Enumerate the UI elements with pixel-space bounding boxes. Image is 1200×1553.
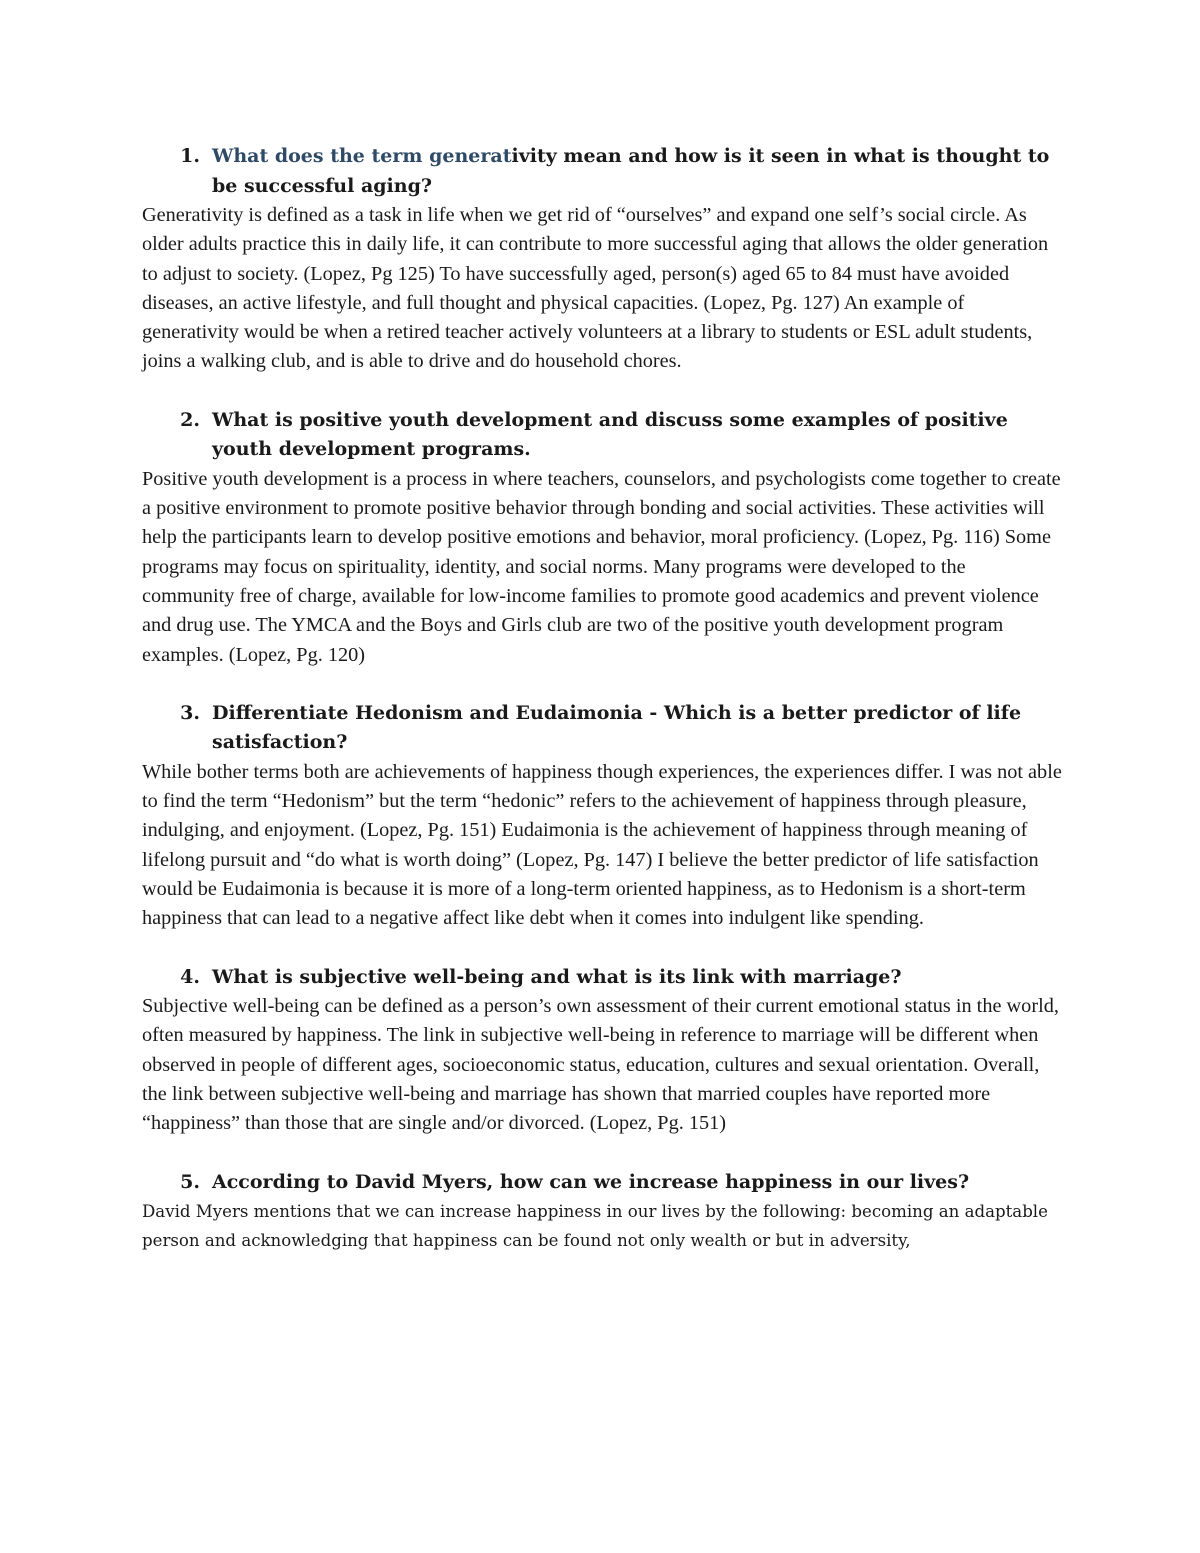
question-3-number: 3. (180, 701, 200, 724)
answer-3: While bother terms both are achievements of happiness though experiences, the experiences differ. I was not able to find the term “Hedonism” but the term “hedonic” refers to the achievement of happiness through pleasure, indulging, and enjoyment. (Lopez, Pg. 151) Eudaimonia is the achievement of happiness through meaning of lifelong pursuit and “do what is worth doing” (Lopez, Pg. 147) I believe the better predictor of life satisfaction would be Eudaimonia is because it is more of a long-term oriented happiness, as to Hedonism is a short-term happiness that can lead to a negative affect like debt when it comes into indulgent like spending. (142, 760, 1062, 930)
question-5-number: 5. (180, 1170, 200, 1193)
question-2-title: What is positive youth development and discuss some examples of positive youth development programs. (212, 408, 1008, 461)
question-4-title: What is subjective well-being and what is its link with marriage? (212, 965, 902, 988)
question-5-title: According to David Myers, how can we increase happiness in our lives? (212, 1170, 970, 1193)
question-4-number: 4. (180, 965, 200, 988)
document-page (142, 142, 1062, 1255)
question-2-number: 2. (180, 408, 200, 431)
answer-5: David Myers mentions that we can increase happiness in our lives by the following: becoming an adaptable person and acknowledging that happiness can be found not only wealth or but in adversity, (142, 1202, 1048, 1251)
answer-1: Generativity is defined as a task in life when we get rid of “ourselves” and expand one self’s social circle. As older adults practice this in daily life, it can contribute to more successful aging that allows the older generation to adjust to society. (Lopez, Pg 125) To have successfully aged, person(s) aged 65 to 84 must have avoided diseases, an active lifestyle, and full thought and physical capacities. (Lopez, Pg. 127) An example of generativity would be when a retired teacher actively volunteers at a library to students or ESL adult students, joins a walking club, and is able to drive and do household chores. (142, 204, 1049, 373)
question-3-title: Differentiate Hedonism and Eudaimonia - Which is a better predictor of life satisfaction? (212, 701, 1022, 754)
question-3-heading (142, 699, 1062, 758)
question-2-heading (142, 406, 1062, 465)
question-1-heading (142, 142, 1062, 201)
answer-2: Positive youth development is a process in where teachers, counselors, and psychologists come together to create a positive environment to promote positive behavior through bonding and social activities. These activities will help the participants learn to develop positive emotions and behavior, moral proficiency. (Lopez, Pg. 116) Some programs may focus on spirituality, identity, and social norms. Many programs were developed to the community free of charge, available for low-income families to promote good academics and prevent violence and drug use. The YMCA and the Boys and Girls club are two of the positive youth development program examples. (Lopez, Pg. 120) (142, 467, 1061, 666)
question-1-number: 1. (180, 145, 200, 167)
question-1-title-rest: ivity mean and how is it seen in what is thought to be successful aging? (212, 145, 1050, 197)
question-1-title-accent: What does the term generat (212, 145, 512, 167)
question-4-heading (142, 963, 1062, 993)
question-5-heading (142, 1168, 1062, 1198)
answer-4: Subjective well-being can be defined as a person’s own assessment of their current emotional status in the world, often measured by happiness. The link in subjective well-being in reference to marriage will be different when observed in people of different ages, socioeconomic status, education, cultures and sexual orientation. Overall, the link between subjective well-being and marriage has shown that married couples have reported more “happiness” than those that are single and/or divorced. (Lopez, Pg. 151) (142, 995, 1059, 1135)
